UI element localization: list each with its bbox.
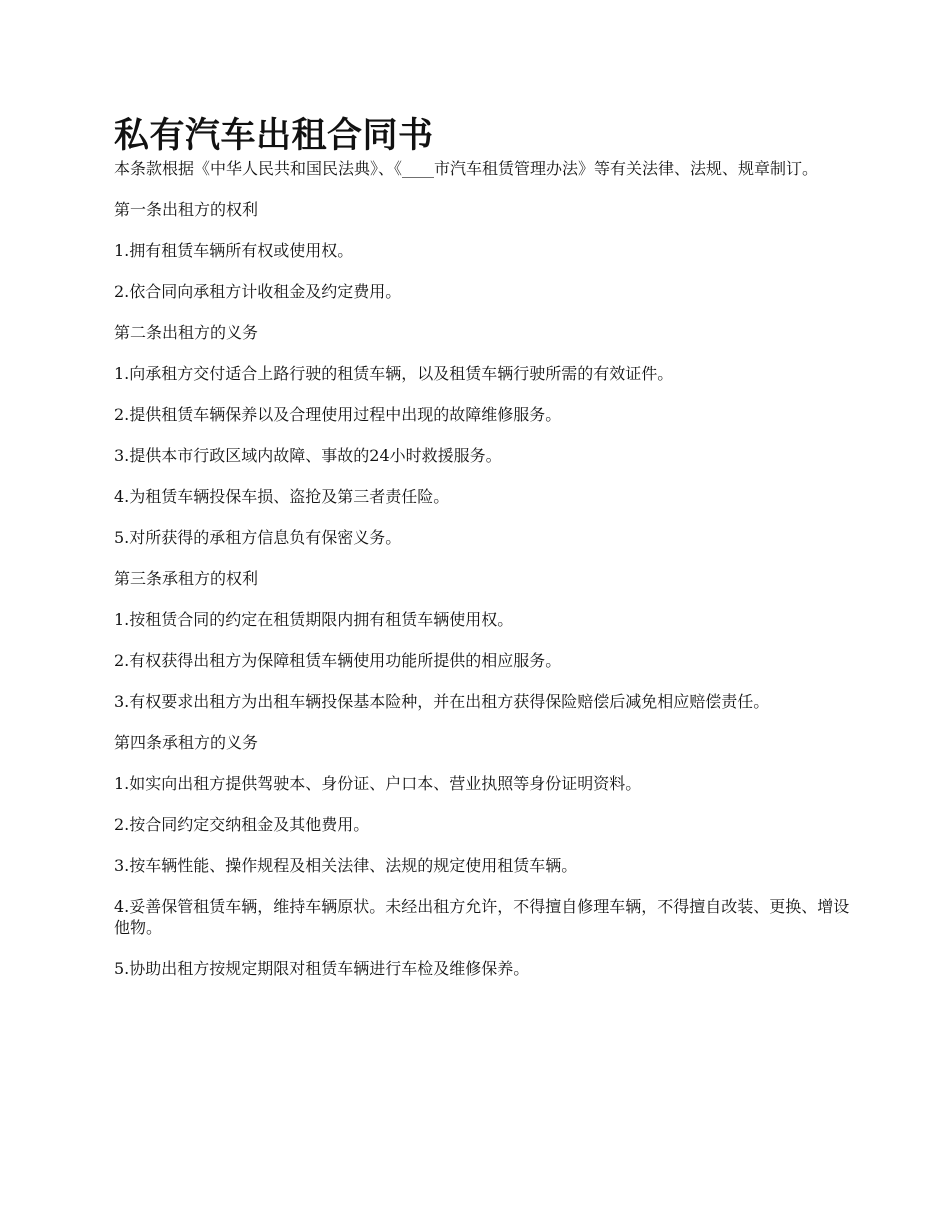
clause-paragraph: 3.按车辆性能、操作规程及相关法律、法规的规定使用租赁车辆。: [114, 856, 578, 875]
clause-paragraph: 2.按合同约定交纳租金及其他费用。: [114, 815, 370, 834]
clause-paragraph: 1.按租赁合同的约定在租赁期限内拥有租赁车辆使用权。: [114, 610, 514, 629]
clause-paragraph: 3.有权要求出租方为出租车辆投保基本险种，并在出租方获得保险赔偿后减免相应赔偿责任。: [114, 692, 770, 711]
document-title: 私有汽车出租合同书: [114, 115, 434, 156]
article-2-heading: 第二条出租方的义务: [114, 323, 259, 342]
clause-paragraph: 5.对所获得的承租方信息负有保密义务。: [114, 528, 402, 547]
clause-paragraph: 5.协助出租方按规定期限对租赁车辆进行车检及维修保养。: [114, 959, 530, 978]
clause-paragraph: 1.拥有租赁车辆所有权或使用权。: [114, 241, 354, 260]
intro-paragraph: 本条款根据《中华人民共和国民法典》、《____市汽车租赁管理办法》等有关法律、法规、规章制订。: [114, 159, 819, 178]
clause-paragraph: 2.提供租赁车辆保养以及合理使用过程中出现的故障维修服务。: [114, 405, 562, 424]
document-page: [114, 114, 856, 979]
clause-paragraph: 2.有权获得出租方为保障租赁车辆使用功能所提供的相应服务。: [114, 651, 562, 670]
article-3-heading: 第三条承租方的权利: [114, 569, 259, 588]
clause-paragraph: 3.提供本市行政区域内故障、事故的24小时救援服务。: [114, 446, 502, 465]
article-4-heading: 第四条承租方的义务: [114, 733, 259, 752]
article-1-heading: 第一条出租方的权利: [114, 200, 259, 219]
clause-paragraph: 4.为租赁车辆投保车损、盗抢及第三者责任险。: [114, 487, 450, 506]
clause-paragraph: 2.依合同向承租方计收租金及约定费用。: [114, 282, 402, 301]
clause-paragraph: 1.向承租方交付适合上路行驶的租赁车辆，以及租赁车辆行驶所需的有效证件。: [114, 364, 674, 383]
clause-paragraph: 4.妥善保管租赁车辆，维持车辆原状。未经出租方允许，不得擅自修理车辆，不得擅自改装、更换、增设他物。: [114, 897, 850, 937]
clause-paragraph: 1.如实向出租方提供驾驶本、身份证、户口本、营业执照等身份证明资料。: [114, 774, 642, 793]
